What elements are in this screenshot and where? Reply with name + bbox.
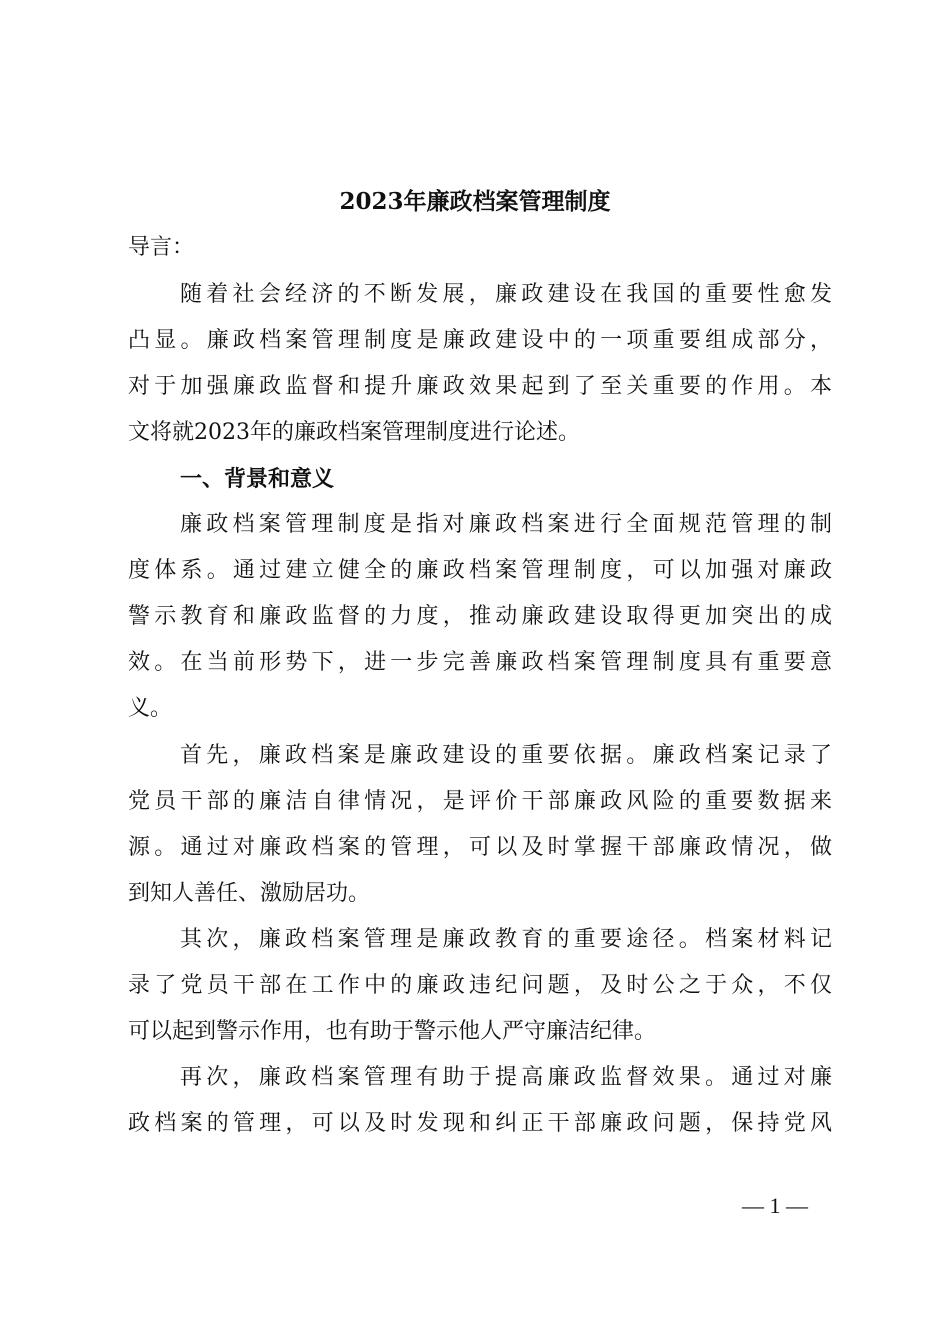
paragraph-line: 对于加强廉政监督和提升廉政效果起到了至关重要的作用。本	[128, 374, 832, 399]
paragraph-line: 政档案的管理，可以及时发现和纠正干部廉政问题，保持党风	[128, 1111, 832, 1136]
paragraph-line: 效。在当前形势下，进一步完善廉政档案管理制度具有重要意	[128, 650, 832, 675]
paragraph-line: 录了党员干部在工作中的廉政违纪问题，及时公之于众，不仅	[128, 973, 832, 998]
paragraph-line: 廉政档案管理制度是指对廉政档案进行全面规范管理的制	[180, 512, 832, 537]
paragraph-line: 凸显。廉政档案管理制度是廉政建设中的一项重要组成部分，	[128, 328, 832, 353]
paragraph-line: 再次，廉政档案管理有助于提高廉政监督效果。通过对廉	[180, 1065, 832, 1090]
paragraph-line: 源。通过对廉政档案的管理，可以及时掌握干部廉政情况，做	[128, 835, 832, 860]
paragraph-line: 文将就2023年的廉政档案管理制度进行论述。	[128, 420, 580, 445]
paragraph-line: 党员干部的廉洁自律情况，是评价干部廉政风险的重要数据来	[128, 789, 832, 814]
section-heading: 一、背景和意义	[180, 466, 335, 492]
paragraph-line: 义。	[128, 696, 173, 721]
paragraph-line: 其次，廉政档案管理是廉政教育的重要途径。档案材料记	[180, 927, 832, 952]
paragraph-line: 度体系。通过建立健全的廉政档案管理制度，可以加强对廉政	[128, 558, 832, 583]
paragraph-line: 到知人善任、激励居功。	[128, 881, 371, 906]
paragraph-line: 警示教育和廉政监督的力度，推动廉政建设取得更加突出的成	[128, 604, 832, 629]
document-title: 2023年廉政档案管理制度	[339, 188, 611, 215]
paragraph-line: 随着社会经济的不断发展，廉政建设在我国的重要性愈发	[180, 282, 832, 307]
paragraph-line: 可以起到警示作用，也有助于警示他人严守廉洁纪律。	[128, 1019, 657, 1044]
paragraph-line: 首先，廉政档案是廉政建设的重要依据。廉政档案记录了	[180, 743, 832, 768]
page-number: — 1 —	[742, 1193, 808, 1218]
lead-label: 导言：	[128, 235, 195, 260]
